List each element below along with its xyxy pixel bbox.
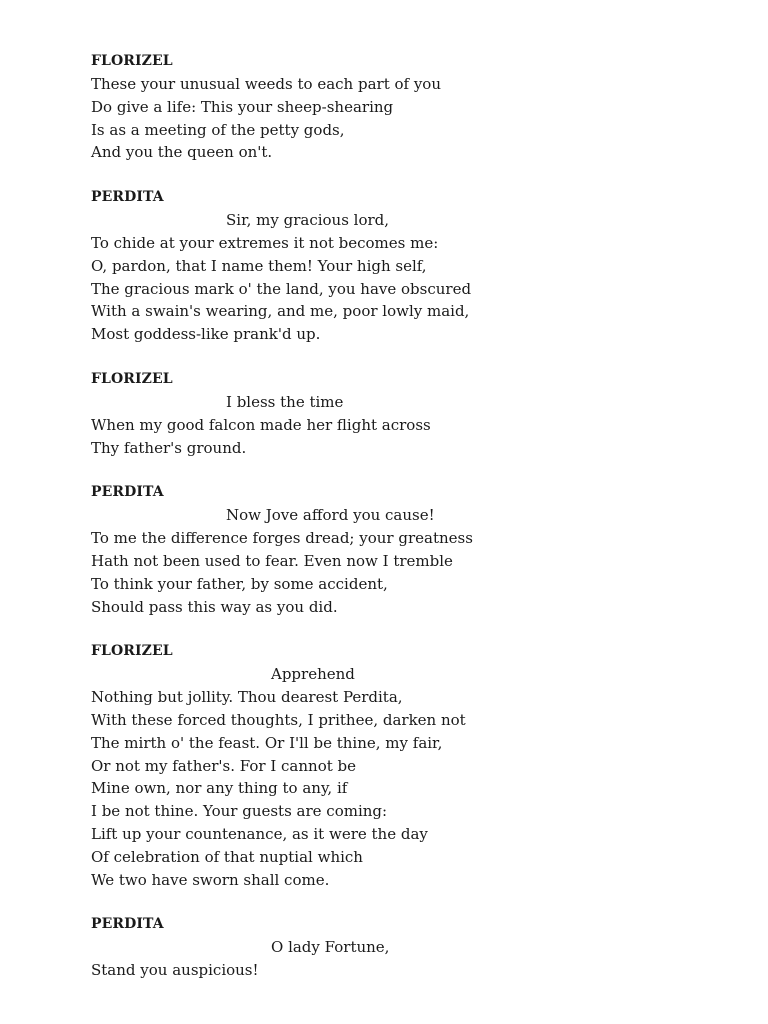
verse-line: These your unusual weeds to each part of you bbox=[91, 75, 442, 93]
verse-line: With these forced thoughts, I prithee, darken not bbox=[91, 710, 466, 729]
verse-line: Is as a meeting of the petty gods, bbox=[91, 120, 345, 139]
speaker-name: PERDITA bbox=[91, 189, 164, 206]
script-page bbox=[91, 50, 731, 1004]
verse-line-indented: O lady Fortune, bbox=[271, 938, 390, 957]
verse-line: Hath not been used to fear. Even now I tremble bbox=[91, 551, 453, 570]
verse-line: Thy father's ground. bbox=[91, 438, 247, 457]
verse-line: We two have sworn shall come. bbox=[91, 870, 330, 889]
verse-line: Mine own, nor any thing to any, if bbox=[91, 779, 348, 798]
verse-line-indented: I bless the time bbox=[226, 392, 344, 411]
verse-line: And you the queen on't. bbox=[91, 143, 273, 162]
verse-line: Most goddess-like prank'd up. bbox=[91, 325, 321, 344]
verse-line: Nothing but jollity. Thou dearest Perdita, bbox=[91, 688, 403, 707]
verse-line: To chide at your extremes it not becomes me: bbox=[91, 233, 439, 252]
speech-block bbox=[91, 50, 731, 164]
speaker-name: PERDITA bbox=[91, 916, 164, 933]
verse-line: Should pass this way as you did. bbox=[91, 597, 338, 616]
speech-block bbox=[91, 186, 731, 346]
verse-line: When my good falcon made her flight across bbox=[91, 415, 431, 434]
verse-line: With a swain's wearing, and me, poor lowly maid, bbox=[91, 302, 470, 321]
speaker-name: FLORIZEL bbox=[91, 53, 173, 69]
speaker-name: FLORIZEL bbox=[91, 370, 173, 387]
speaker-name: FLORIZEL bbox=[91, 643, 173, 660]
speech-block bbox=[91, 913, 731, 982]
verse-line: Do give a life: This your sheep-shearing bbox=[91, 97, 394, 116]
verse-line-indented: Sir, my gracious lord, bbox=[226, 211, 390, 230]
speaker-name: PERDITA bbox=[91, 484, 164, 501]
speech-block bbox=[91, 368, 731, 459]
speech-block bbox=[91, 481, 731, 618]
verse-line: To me the difference forges dread; your greatness bbox=[91, 529, 473, 548]
verse-line-indented: Apprehend bbox=[271, 665, 355, 684]
verse-line-indented: Now Jove afford you cause! bbox=[226, 506, 435, 525]
verse-line: Lift up your countenance, as it were the day bbox=[91, 824, 428, 843]
verse-line: Of celebration of that nuptial which bbox=[91, 847, 363, 866]
verse-line: I be not thine. Your guests are coming: bbox=[91, 802, 388, 821]
verse-line: To think your father, by some accident, bbox=[91, 574, 388, 593]
verse-line: Stand you auspicious! bbox=[91, 961, 259, 980]
verse-line: O, pardon, that I name them! Your high self, bbox=[91, 256, 427, 275]
verse-line: The mirth o' the feast. Or I'll be thine, my fair, bbox=[91, 733, 443, 752]
verse-line: Or not my father's. For I cannot be bbox=[91, 756, 356, 775]
verse-line: The gracious mark o' the land, you have obscured bbox=[91, 279, 472, 298]
speech-block bbox=[91, 640, 731, 891]
